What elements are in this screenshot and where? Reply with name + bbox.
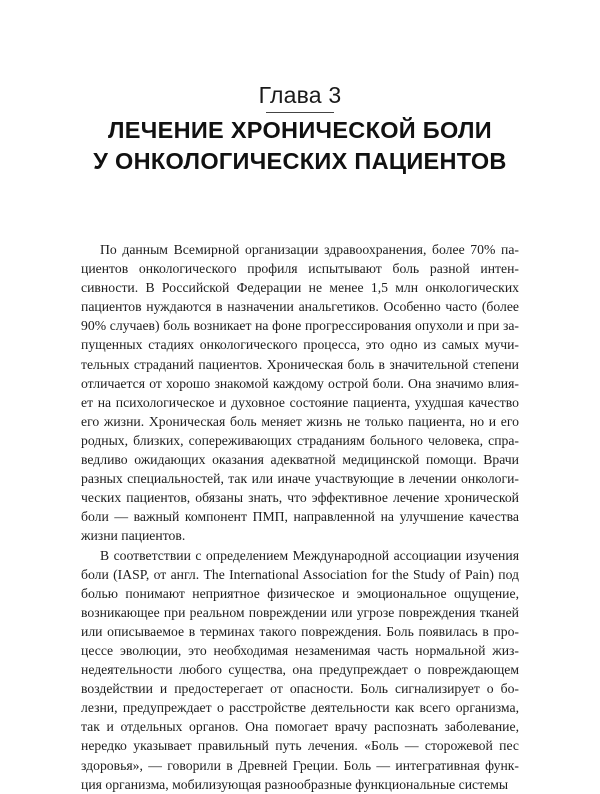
text-line: боли — важный компонент ПМП, направленной на улучшение качества (81, 509, 519, 525)
text-line: болью понимают неприятное физическое и эмоциональное ощущение, (81, 585, 519, 601)
text-line: По данным Всемирной организации здравоохранения, более 70% па- (100, 242, 519, 257)
text-line: так и отдельных органов. Она помогает врачу распознать заболевание, (81, 719, 519, 735)
body-text (81, 240, 519, 794)
text-line: боли (IASP, от англ. The International Association for the Study of Pain) под (81, 566, 519, 582)
text-line: недеятельности любого существа, она предупреждает о повреждающем (81, 662, 519, 678)
paragraph (81, 240, 519, 546)
chapter-label: Глава 3 (258, 82, 342, 108)
text-line: пациентов нуждаются в назначении анальгетиков. Особенно часто (более (81, 299, 519, 315)
text-line: его жизни. Хроническая боль меняет жизнь не только пациента, но и его (81, 413, 519, 429)
chapter-title-line: У ОНКОЛОГИЧЕСКИХ ПАЦИЕНТОВ (93, 148, 507, 174)
text-line: ведливо ожидающих оказания адекватной медицинской помощи. Врачи (81, 452, 519, 468)
chapter-title (0, 115, 600, 177)
text-line: ция организма, мобилизующая разнообразные функциональные системы (81, 776, 509, 792)
text-line: разных специальностей, так или иначе участвующие в лечении онкологи- (81, 471, 519, 487)
chapter-title-line: ЛЕЧЕНИЕ ХРОНИЧЕСКОЙ БОЛИ (108, 117, 492, 143)
text-line: цессе эволюции, это необходимая незаменимая часть нормальной жиз- (81, 642, 519, 658)
text-line: сивности. В Российской Федерации не менее 1,5 млн онкологических (81, 280, 519, 296)
chapter-divider (266, 112, 334, 113)
text-line: здоровья», — говорили в Древней Греции. Боль — интегративная функ- (81, 757, 519, 773)
text-line: воздействии и предостерегает от опасности. Боль сигнализирует о бо- (81, 681, 519, 697)
text-line: нередко указывает правильный путь лечения. «Боль — сторожевой пес (81, 738, 519, 754)
text-line: возникающее при реальном повреждении или угрозе повреждения тканей (81, 604, 519, 620)
text-line: ет на психологическое и духовное состояние пациента, ухудшая качество (81, 394, 519, 410)
text-line: В соответствии с определением Международной ассоциации изучения (100, 547, 519, 563)
text-line: отличается от хорошо знакомой каждому острой боли. Она значимо влия- (81, 375, 519, 391)
text-line: 90% случаев) боль возникает на фоне прогрессирования опухоли и при за- (81, 318, 519, 334)
text-line: родных, близких, сопереживающих страданиям больного человека, спра- (81, 432, 519, 448)
text-line: пущенных стадиях онкологического процесса, это одно из самых мучи- (81, 337, 519, 353)
paragraph (81, 546, 519, 794)
text-line: тельных страданий пациентов. Хроническая боль в значительной степени (81, 356, 519, 372)
text-line: ческих пациентов, обязаны знать, что эффективное лечение хронической (81, 490, 519, 506)
text-line: жизни пациентов. (81, 528, 186, 544)
text-line: циентов онкологического профиля испытывают боль разной интен- (81, 261, 519, 277)
text-line: или описываемое в терминах такого повреждения. Боль появилась в про- (81, 623, 519, 639)
text-line: лезни, предупреждает о расстройстве деятельности как всего организма, (81, 700, 519, 716)
